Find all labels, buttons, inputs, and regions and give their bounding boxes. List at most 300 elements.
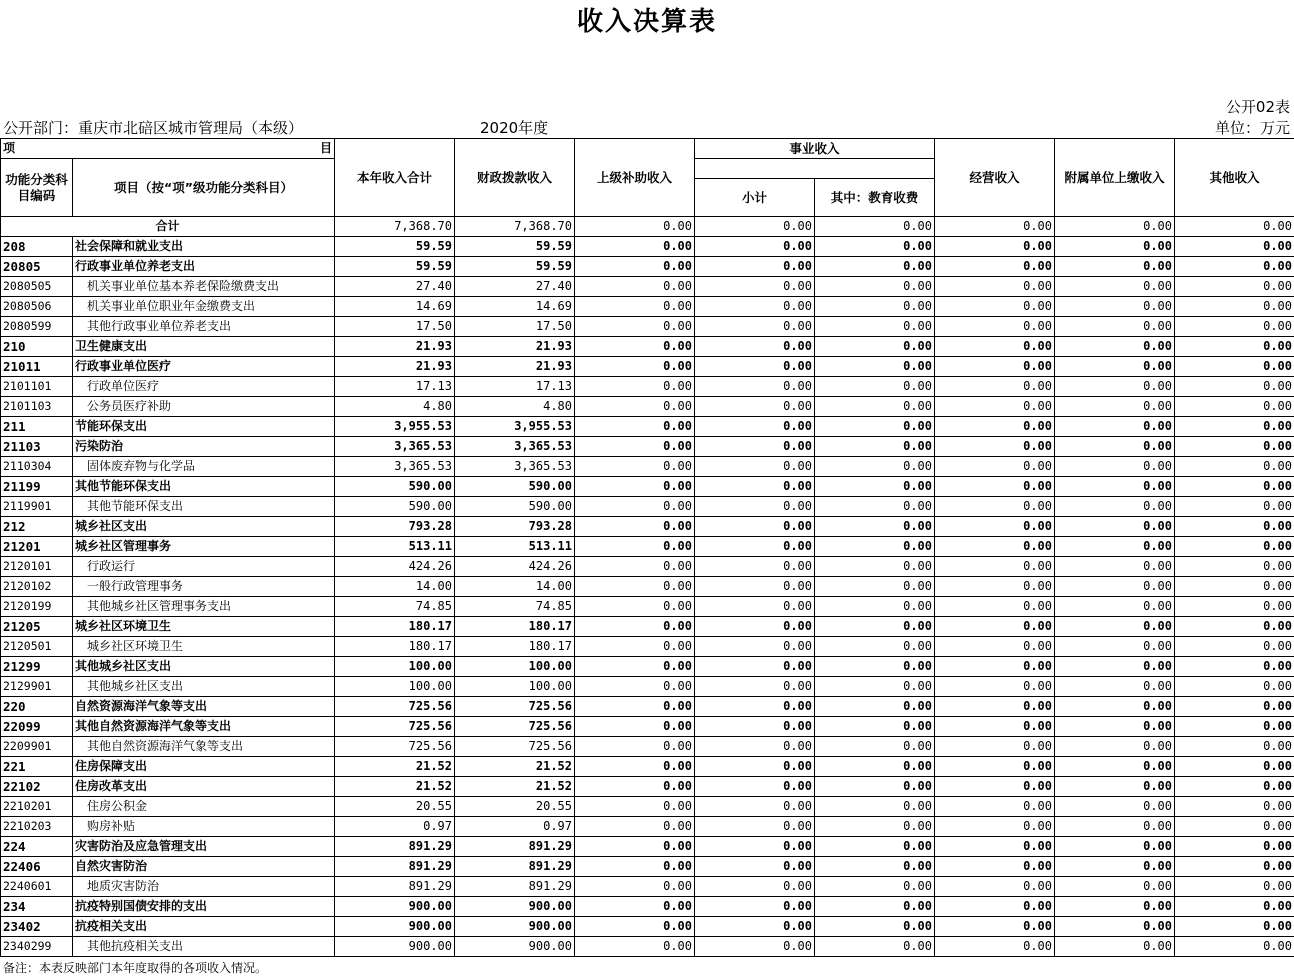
row-name: 灾害防治及应急管理支出	[73, 837, 335, 857]
row-value: 0.00	[815, 417, 935, 437]
row-value: 0.00	[1055, 937, 1175, 957]
row-value: 0.00	[695, 417, 815, 437]
row-value: 0.00	[1175, 537, 1294, 557]
row-code: 20805	[1, 257, 73, 277]
row-value: 0.00	[1055, 557, 1175, 577]
row-value: 0.00	[575, 517, 695, 537]
row-value: 0.00	[695, 317, 815, 337]
row-code: 2120501	[1, 637, 73, 657]
row-value: 725.56	[335, 697, 455, 717]
header-superior: 上级补助收入	[575, 139, 695, 217]
row-value: 17.13	[455, 377, 575, 397]
row-value: 0.00	[575, 857, 695, 877]
header-education: 其中：教育收费	[815, 179, 935, 217]
row-value: 0.00	[695, 617, 815, 637]
total-cell: 0.00	[1055, 217, 1175, 237]
row-value: 0.00	[1055, 597, 1175, 617]
row-value: 0.00	[1055, 777, 1175, 797]
row-value: 0.00	[1175, 877, 1294, 897]
row-value: 0.00	[695, 577, 815, 597]
row-value: 0.00	[935, 457, 1055, 477]
row-value: 0.00	[815, 617, 935, 637]
footnote: 备注：本表反映部门本年度取得的各项收入情况。	[3, 961, 268, 975]
row-name: 行政事业单位医疗	[73, 357, 335, 377]
row-value: 891.29	[335, 837, 455, 857]
table-body	[1, 217, 1294, 957]
total-cell: 0.00	[695, 217, 815, 237]
table-row	[1, 417, 1294, 437]
row-value: 0.00	[575, 897, 695, 917]
row-value: 0.00	[1055, 257, 1175, 277]
row-code: 2120102	[1, 577, 73, 597]
table-row	[1, 257, 1294, 277]
row-value: 0.00	[815, 897, 935, 917]
row-name: 住房公积金	[73, 797, 335, 817]
row-value: 0.00	[1055, 377, 1175, 397]
row-value: 513.11	[335, 537, 455, 557]
row-code: 21103	[1, 437, 73, 457]
table-row	[1, 337, 1294, 357]
row-name: 城乡社区支出	[73, 517, 335, 537]
row-name: 行政事业单位养老支出	[73, 257, 335, 277]
row-value: 0.00	[815, 537, 935, 557]
row-value: 0.00	[695, 857, 815, 877]
row-value: 513.11	[455, 537, 575, 557]
row-value: 0.00	[695, 917, 815, 937]
row-value: 0.00	[1055, 297, 1175, 317]
row-name: 其他节能环保支出	[73, 477, 335, 497]
row-value: 0.00	[815, 317, 935, 337]
table-row	[1, 557, 1294, 577]
row-name: 节能环保支出	[73, 417, 335, 437]
row-code: 21299	[1, 657, 73, 677]
row-code: 21011	[1, 357, 73, 377]
row-value: 3,365.53	[335, 437, 455, 457]
row-name: 机关事业单位基本养老保险缴费支出	[73, 277, 335, 297]
row-value: 0.00	[815, 497, 935, 517]
row-value: 0.00	[935, 617, 1055, 637]
row-value: 0.00	[575, 617, 695, 637]
form-code: 公开02表	[1225, 98, 1290, 116]
row-code: 221	[1, 757, 73, 777]
row-code: 210	[1, 337, 73, 357]
row-code: 2080506	[1, 297, 73, 317]
row-value: 590.00	[335, 477, 455, 497]
row-value: 20.55	[455, 797, 575, 817]
row-value: 0.00	[1055, 657, 1175, 677]
row-value: 0.00	[935, 417, 1055, 437]
row-code: 22099	[1, 717, 73, 737]
row-value: 900.00	[455, 917, 575, 937]
row-value: 0.00	[815, 637, 935, 657]
row-code: 2210201	[1, 797, 73, 817]
table-row	[1, 457, 1294, 477]
row-value: 0.00	[1055, 917, 1175, 937]
income-table	[0, 138, 1294, 957]
row-value: 0.00	[815, 437, 935, 457]
row-value: 0.00	[935, 477, 1055, 497]
row-value: 0.00	[815, 877, 935, 897]
row-value: 0.00	[695, 697, 815, 717]
row-value: 0.00	[935, 757, 1055, 777]
row-value: 900.00	[455, 897, 575, 917]
row-value: 0.00	[695, 737, 815, 757]
table-row	[1, 917, 1294, 937]
row-value: 4.80	[455, 397, 575, 417]
row-value: 0.00	[695, 637, 815, 657]
row-value: 793.28	[335, 517, 455, 537]
row-value: 0.00	[1055, 477, 1175, 497]
row-value: 0.00	[695, 337, 815, 357]
row-value: 0.00	[935, 597, 1055, 617]
total-cell: 7,368.70	[455, 217, 575, 237]
row-value: 0.00	[815, 837, 935, 857]
row-value: 0.00	[575, 457, 695, 477]
row-value: 0.00	[695, 517, 815, 537]
row-name: 污染防治	[73, 437, 335, 457]
row-code: 21205	[1, 617, 73, 637]
row-value: 725.56	[335, 737, 455, 757]
header-xiang-mu	[1, 139, 335, 159]
row-value: 3,955.53	[455, 417, 575, 437]
row-value: 0.00	[575, 437, 695, 457]
row-value: 0.00	[575, 917, 695, 937]
row-value: 0.00	[935, 657, 1055, 677]
row-name: 城乡社区环境卫生	[73, 617, 335, 637]
header-item: 项目（按“项”级功能分类科目）	[73, 159, 335, 217]
row-value: 74.85	[455, 597, 575, 617]
row-value: 0.00	[1175, 637, 1294, 657]
row-value: 3,365.53	[455, 457, 575, 477]
row-value: 0.00	[695, 357, 815, 377]
row-value: 0.00	[1055, 417, 1175, 437]
row-value: 0.00	[695, 377, 815, 397]
row-value: 21.52	[455, 757, 575, 777]
row-value: 0.00	[1055, 697, 1175, 717]
row-value: 21.93	[335, 337, 455, 357]
row-value: 0.00	[1175, 717, 1294, 737]
row-value: 100.00	[455, 657, 575, 677]
row-value: 0.00	[1175, 797, 1294, 817]
row-value: 3,955.53	[335, 417, 455, 437]
row-value: 0.00	[1055, 577, 1175, 597]
row-value: 21.93	[455, 357, 575, 377]
row-value: 0.00	[815, 357, 935, 377]
table-row	[1, 377, 1294, 397]
row-value: 0.00	[575, 417, 695, 437]
row-value: 27.40	[455, 277, 575, 297]
row-value: 0.00	[935, 877, 1055, 897]
row-value: 0.00	[935, 777, 1055, 797]
row-value: 0.00	[1175, 297, 1294, 317]
row-value: 0.00	[1175, 757, 1294, 777]
table-row	[1, 737, 1294, 757]
row-name: 社会保障和就业支出	[73, 237, 335, 257]
row-value: 0.00	[695, 257, 815, 277]
table-row	[1, 757, 1294, 777]
row-value: 0.00	[815, 457, 935, 477]
row-value: 0.00	[1175, 517, 1294, 537]
row-value: 0.00	[695, 877, 815, 897]
row-value: 0.00	[1175, 917, 1294, 937]
row-name: 行政运行	[73, 557, 335, 577]
row-name: 其他自然资源海洋气象等支出	[73, 717, 335, 737]
row-value: 17.50	[455, 317, 575, 337]
row-value: 0.00	[815, 717, 935, 737]
row-code: 2110304	[1, 457, 73, 477]
table-row	[1, 437, 1294, 457]
row-value: 0.00	[935, 317, 1055, 337]
row-name: 其他抗疫相关支出	[73, 937, 335, 957]
row-value: 0.00	[935, 517, 1055, 537]
row-code: 2240601	[1, 877, 73, 897]
row-value: 21.93	[335, 357, 455, 377]
row-value: 0.00	[815, 757, 935, 777]
table-row	[1, 777, 1294, 797]
table-row	[1, 517, 1294, 537]
department-label: 公开部门：重庆市北碚区城市管理局（本级）	[3, 119, 304, 137]
row-value: 0.00	[575, 277, 695, 297]
row-value: 3,365.53	[335, 457, 455, 477]
row-name: 住房保障支出	[73, 757, 335, 777]
total-cell: 0.00	[1175, 217, 1294, 237]
row-value: 0.00	[1055, 817, 1175, 837]
row-value: 0.00	[815, 397, 935, 417]
row-value: 0.00	[695, 677, 815, 697]
row-value: 0.00	[575, 737, 695, 757]
row-value: 0.00	[575, 937, 695, 957]
row-value: 0.00	[575, 837, 695, 857]
row-code: 2119901	[1, 497, 73, 517]
row-value: 0.00	[1055, 797, 1175, 817]
row-code: 23402	[1, 917, 73, 937]
row-value: 0.00	[1055, 437, 1175, 457]
row-value: 0.00	[1175, 897, 1294, 917]
row-value: 0.00	[1055, 737, 1175, 757]
row-value: 0.00	[695, 277, 815, 297]
row-value: 900.00	[335, 917, 455, 937]
row-value: 0.00	[815, 337, 935, 357]
row-value: 59.59	[455, 237, 575, 257]
row-value: 891.29	[455, 837, 575, 857]
row-name: 地质灾害防治	[73, 877, 335, 897]
row-value: 0.00	[1175, 357, 1294, 377]
row-value: 100.00	[455, 677, 575, 697]
row-value: 0.00	[695, 937, 815, 957]
row-value: 0.00	[575, 777, 695, 797]
row-value: 0.00	[935, 357, 1055, 377]
row-value: 0.00	[695, 837, 815, 857]
row-value: 17.50	[335, 317, 455, 337]
row-code: 234	[1, 897, 73, 917]
row-value: 0.00	[815, 237, 935, 257]
row-value: 0.00	[1055, 837, 1175, 857]
table-row	[1, 537, 1294, 557]
row-code: 2129901	[1, 677, 73, 697]
row-value: 0.00	[815, 517, 935, 537]
row-value: 0.00	[935, 277, 1055, 297]
table-row	[1, 357, 1294, 377]
row-name: 一般行政管理事务	[73, 577, 335, 597]
row-name: 自然资源海洋气象等支出	[73, 697, 335, 717]
row-value: 0.00	[1175, 277, 1294, 297]
row-value: 725.56	[455, 737, 575, 757]
row-value: 0.00	[1175, 397, 1294, 417]
row-value: 0.00	[1175, 377, 1294, 397]
row-value: 0.00	[935, 297, 1055, 317]
row-value: 0.00	[935, 797, 1055, 817]
row-name: 城乡社区环境卫生	[73, 637, 335, 657]
row-code: 212	[1, 517, 73, 537]
row-value: 0.00	[815, 857, 935, 877]
row-value: 0.00	[815, 297, 935, 317]
row-value: 891.29	[335, 877, 455, 897]
row-name: 城乡社区管理事务	[73, 537, 335, 557]
header-xiang: 项	[3, 141, 16, 155]
row-value: 424.26	[335, 557, 455, 577]
row-name: 公务员医疗补助	[73, 397, 335, 417]
row-value: 0.00	[935, 437, 1055, 457]
table-row	[1, 697, 1294, 717]
header-other: 其他收入	[1175, 139, 1294, 217]
row-value: 0.00	[1175, 317, 1294, 337]
row-value: 20.55	[335, 797, 455, 817]
table-row	[1, 497, 1294, 517]
row-value: 0.00	[1175, 477, 1294, 497]
row-value: 0.00	[1055, 717, 1175, 737]
row-name: 其他城乡社区支出	[73, 677, 335, 697]
row-value: 0.00	[815, 797, 935, 817]
table-row	[1, 657, 1294, 677]
row-code: 211	[1, 417, 73, 437]
table-row	[1, 797, 1294, 817]
row-value: 590.00	[335, 497, 455, 517]
header-business: 事业收入	[695, 139, 935, 159]
row-value: 0.00	[575, 757, 695, 777]
row-value: 59.59	[455, 257, 575, 277]
row-value: 891.29	[335, 857, 455, 877]
table-row	[1, 857, 1294, 877]
year-label: 2020年度	[480, 119, 549, 137]
row-name: 抗疫相关支出	[73, 917, 335, 937]
row-value: 0.00	[695, 897, 815, 917]
row-value: 0.00	[1175, 577, 1294, 597]
row-value: 0.00	[815, 257, 935, 277]
row-value: 180.17	[455, 617, 575, 637]
row-value: 0.00	[1175, 657, 1294, 677]
total-row	[1, 217, 1294, 237]
row-value: 0.00	[935, 677, 1055, 697]
row-value: 100.00	[335, 657, 455, 677]
row-value: 0.00	[575, 597, 695, 617]
row-name: 其他城乡社区管理事务支出	[73, 597, 335, 617]
row-value: 0.00	[695, 297, 815, 317]
row-value: 0.00	[815, 477, 935, 497]
row-value: 0.00	[575, 717, 695, 737]
row-value: 0.00	[575, 397, 695, 417]
row-value: 0.00	[575, 637, 695, 657]
row-value: 0.00	[575, 317, 695, 337]
row-value: 0.00	[1175, 777, 1294, 797]
table-row	[1, 817, 1294, 837]
row-value: 0.00	[575, 257, 695, 277]
row-value: 0.00	[815, 777, 935, 797]
row-value: 0.00	[935, 497, 1055, 517]
row-value: 0.00	[1175, 337, 1294, 357]
row-value: 0.00	[1175, 677, 1294, 697]
row-value: 0.00	[815, 577, 935, 597]
row-value: 0.00	[695, 817, 815, 837]
row-value: 793.28	[455, 517, 575, 537]
row-value: 0.00	[695, 237, 815, 257]
row-value: 0.00	[575, 477, 695, 497]
table-row	[1, 617, 1294, 637]
row-value: 0.00	[575, 677, 695, 697]
table-row	[1, 597, 1294, 617]
row-value: 0.00	[695, 757, 815, 777]
row-code: 2120199	[1, 597, 73, 617]
row-value: 59.59	[335, 237, 455, 257]
row-value: 424.26	[455, 557, 575, 577]
header-subtotal: 小计	[695, 179, 815, 217]
row-value: 0.97	[335, 817, 455, 837]
row-value: 891.29	[455, 877, 575, 897]
total-cell: 7,368.70	[335, 217, 455, 237]
row-name: 卫生健康支出	[73, 337, 335, 357]
row-value: 590.00	[455, 477, 575, 497]
row-value: 725.56	[455, 697, 575, 717]
row-name: 其他行政事业单位养老支出	[73, 317, 335, 337]
table-row	[1, 577, 1294, 597]
header-func-code: 功能分类科目编码	[1, 159, 73, 217]
table-row	[1, 277, 1294, 297]
row-value: 0.00	[1055, 357, 1175, 377]
row-name: 机关事业单位职业年金缴费支出	[73, 297, 335, 317]
row-value: 0.00	[575, 817, 695, 837]
row-code: 2120101	[1, 557, 73, 577]
row-value: 59.59	[335, 257, 455, 277]
row-value: 0.00	[815, 657, 935, 677]
row-value: 0.00	[1175, 237, 1294, 257]
row-value: 0.00	[935, 837, 1055, 857]
row-value: 0.00	[1055, 277, 1175, 297]
row-value: 0.00	[815, 277, 935, 297]
row-name: 其他城乡社区支出	[73, 657, 335, 677]
page-title: 收入决算表	[576, 7, 717, 37]
row-name: 其他自然资源海洋气象等支出	[73, 737, 335, 757]
row-value: 0.00	[575, 297, 695, 317]
row-value: 900.00	[455, 937, 575, 957]
table-row	[1, 937, 1294, 957]
row-value: 0.00	[935, 937, 1055, 957]
row-value: 0.00	[1175, 837, 1294, 857]
row-value: 0.00	[575, 697, 695, 717]
row-value: 21.93	[455, 337, 575, 357]
table-row	[1, 717, 1294, 737]
row-value: 0.00	[575, 877, 695, 897]
row-value: 14.00	[455, 577, 575, 597]
row-value: 0.00	[1175, 497, 1294, 517]
row-value: 0.00	[815, 817, 935, 837]
row-value: 0.00	[935, 537, 1055, 557]
row-value: 180.17	[335, 617, 455, 637]
row-value: 0.00	[695, 597, 815, 617]
row-name: 行政单位医疗	[73, 377, 335, 397]
row-value: 0.00	[1055, 617, 1175, 637]
table-row	[1, 297, 1294, 317]
row-code: 220	[1, 697, 73, 717]
table-header	[1, 139, 1294, 217]
